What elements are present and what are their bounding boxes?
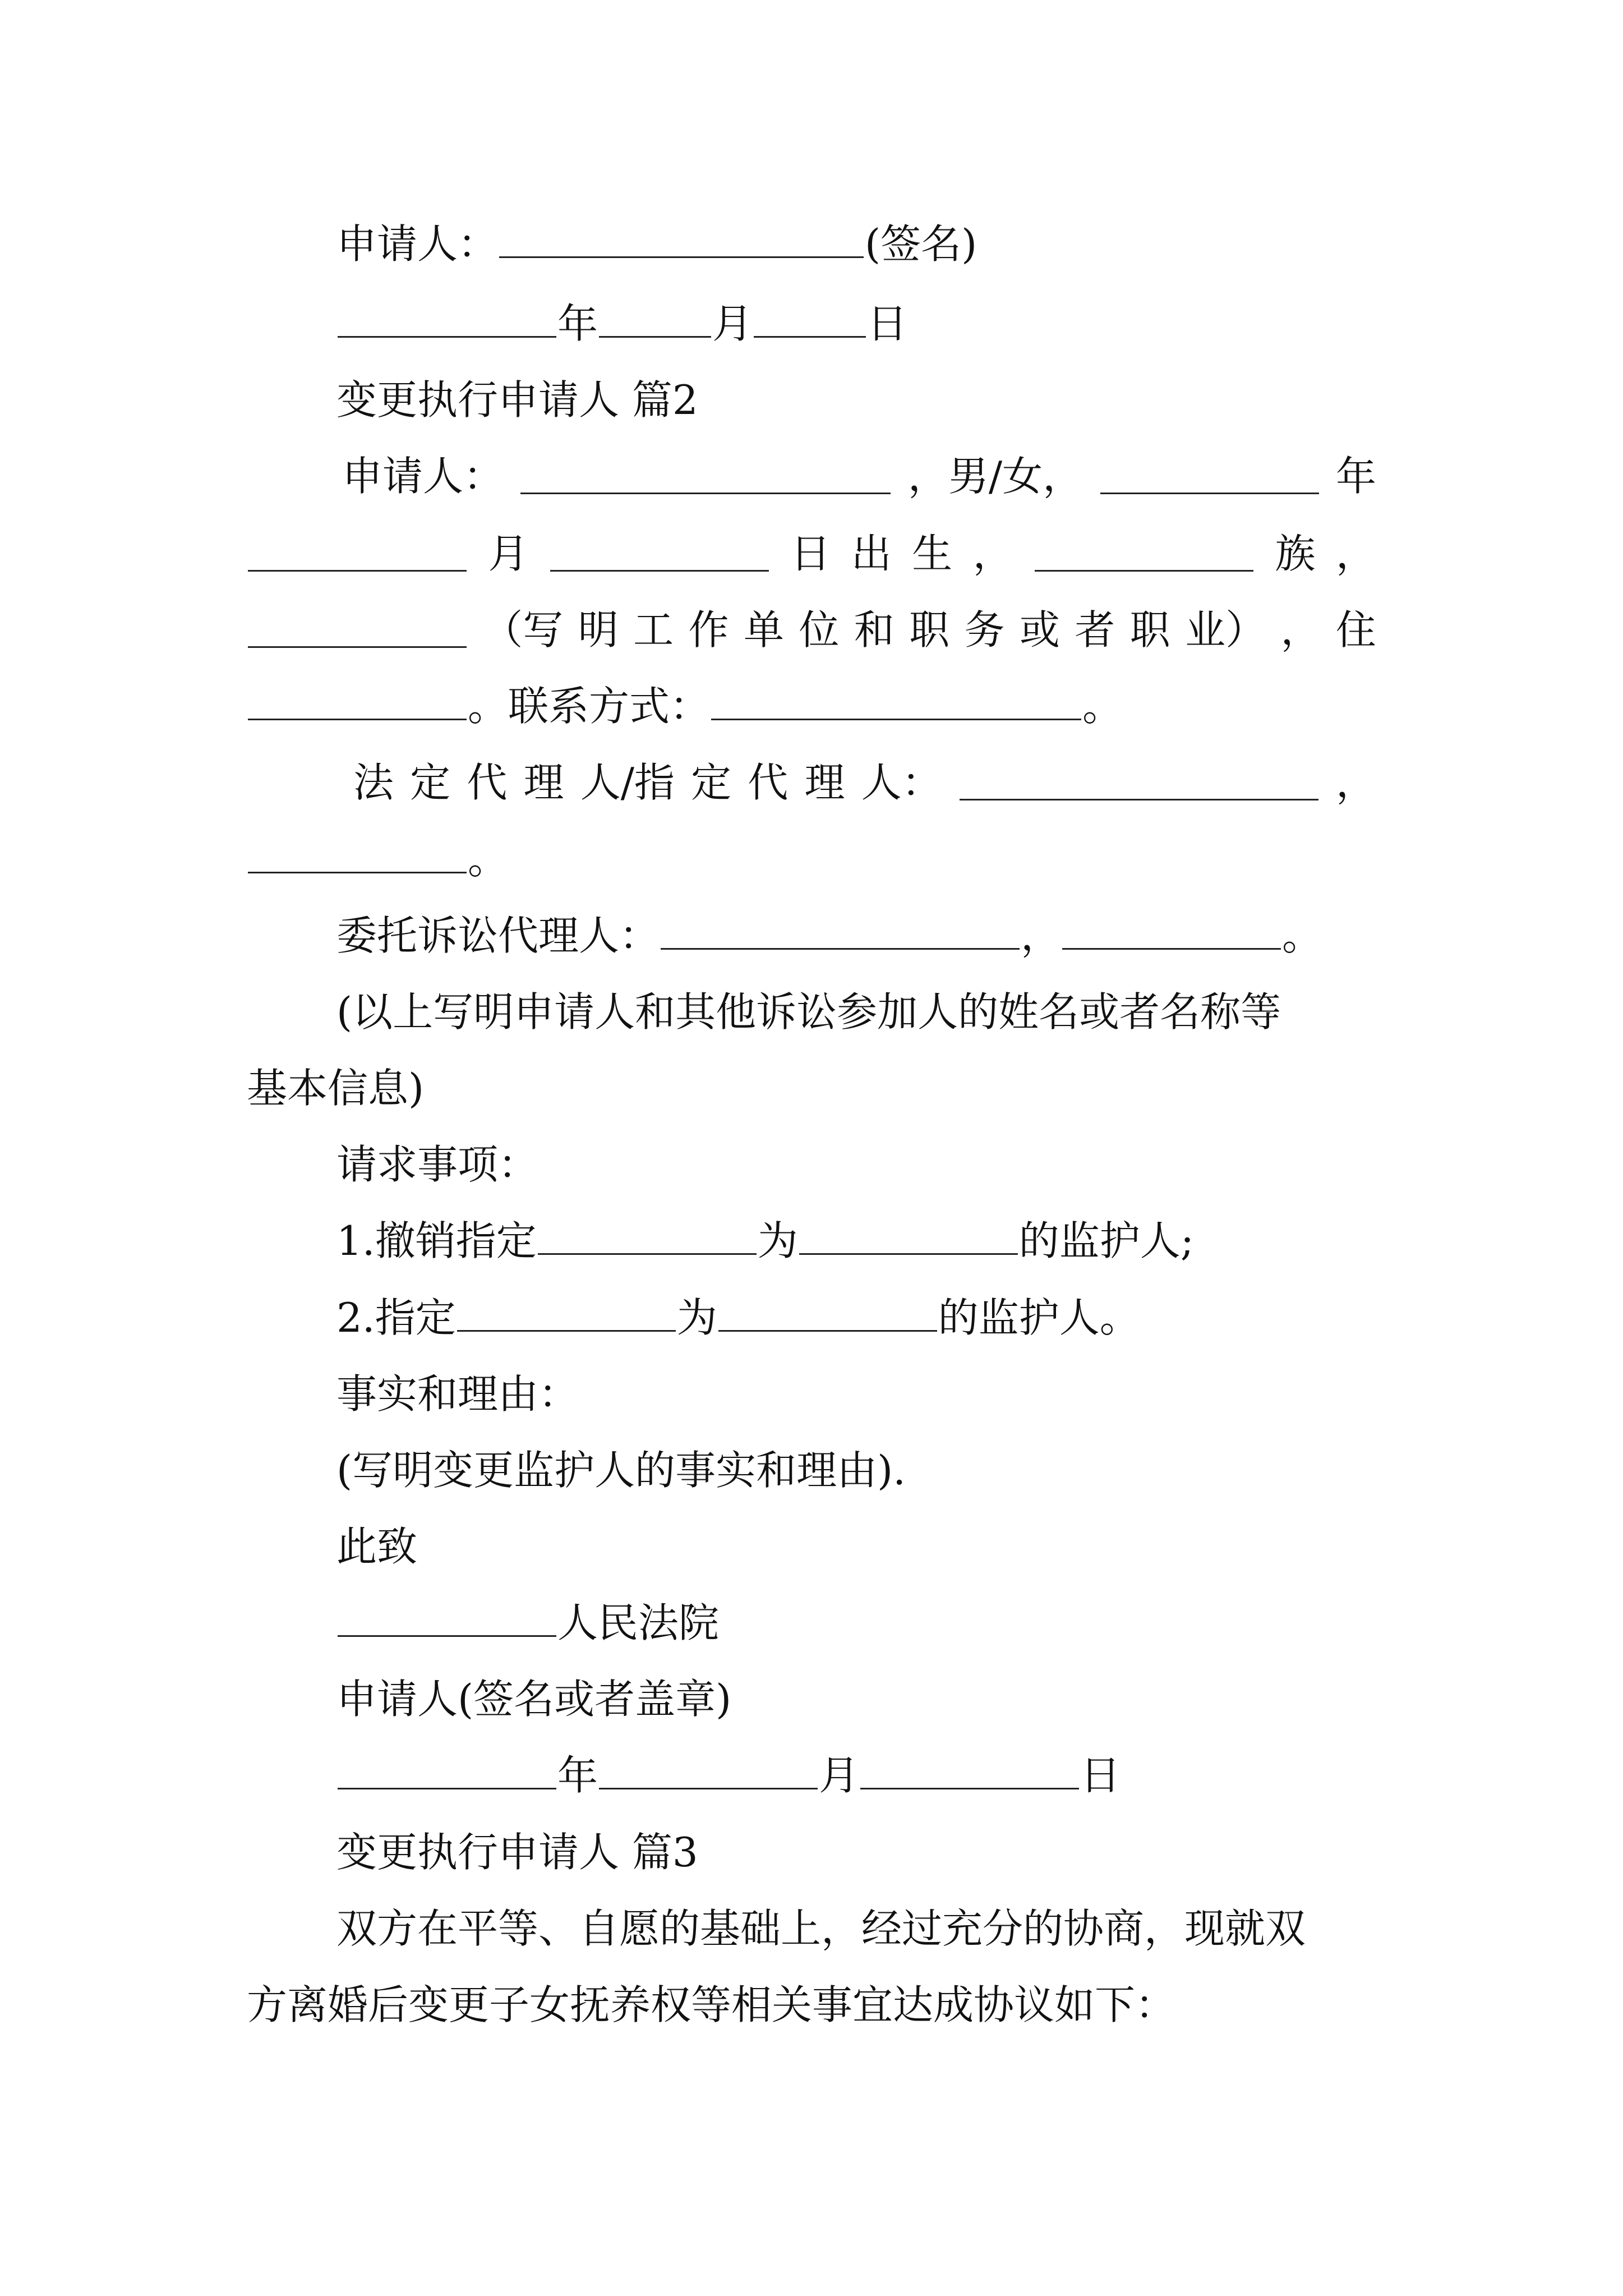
text-char: 出 [851,530,892,577]
text-char: 和 [854,606,895,654]
year-blank [338,302,556,338]
birth-month-blank [248,536,467,572]
text-segment: 的监护人; [1018,1217,1194,1264]
text-char: 位 [799,606,840,654]
text-segment: 为 [757,1217,798,1264]
text-char: 。 [1082,683,1123,730]
applicant-label: 申请人： [342,453,504,500]
text-char: 务 [964,606,1005,654]
birth-year-blank [1100,459,1319,494]
requests-heading: 请求事项： [336,1141,539,1188]
year-label: 年 [557,300,598,347]
text-char: 定 [410,759,451,806]
year-label: 年 [557,1752,598,1799]
section-2-title: 变更执行申请人 篇2 [336,376,698,424]
agreement-paragraph: 双方在平等、自愿的基础上，经过充分的协商，现就双 [336,1905,1306,1952]
signature-blank [499,223,864,258]
birth-day-blank [550,536,769,572]
text-char: 明 [578,606,619,654]
month-blank [599,1754,818,1789]
salutation: 此致 [336,1523,418,1570]
month-label: 月 [712,300,753,347]
text-char: ， [972,530,1013,577]
litigation-agent-line [336,908,1376,964]
text-char: 理 [523,759,564,806]
month-blank [599,302,711,338]
text-char: 代 [467,759,508,806]
contact-line [247,678,1376,734]
legal-agent-blank [960,765,1318,800]
text-char: 。 [1282,912,1323,959]
date-line-2 [336,1747,1376,1803]
birth-line [247,526,1376,582]
request-1-blank-b [799,1220,1018,1255]
text-char: 法 [353,759,394,806]
sign-note: (签名) [865,220,978,268]
text-char: ， [1335,759,1376,806]
applicant-info-line [342,448,1376,504]
court-line [336,1595,1376,1651]
litigation-agent-blank [661,914,1020,950]
note-line-2: 基本信息) [247,1065,425,1112]
litigation-agent-label: 委托诉讼代理人： [336,912,660,959]
facts-heading: 事实和理由： [336,1370,579,1418]
text-char: 业） [1185,606,1266,654]
month-label: 月 [488,530,529,577]
request-1-blank-a [538,1220,757,1255]
court-blank [338,1602,556,1637]
section-3-title: 变更执行申请人 篇3 [336,1829,698,1876]
address-blank [248,685,467,720]
text-char: 或 [1019,606,1060,654]
text-char: 工 [633,606,674,654]
contact-label: 。联系方式： [468,683,711,730]
request-2-blank-a [457,1296,676,1332]
legal-agent-line [353,754,1376,811]
month-label: 月 [819,1752,860,1799]
contact-blank [711,685,1081,720]
day-label: 日 [1080,1752,1121,1799]
employer-blank [248,613,467,648]
request-2-blank-b [718,1296,937,1332]
name-blank [520,459,891,494]
note-line: (以上写明申请人和其他诉讼参加人的姓名或者名称等 [336,988,1281,1036]
text-char: ， [1280,606,1321,654]
text-char: 。 [468,836,509,883]
legal-agent-blank-2 [248,838,467,873]
request-item-2 [336,1290,1376,1346]
year-label: 年 [1335,453,1376,500]
litigation-agent-blank-2 [1062,914,1281,950]
text-char: 理 [804,759,845,806]
text-char: ， [1021,912,1062,959]
date-line [336,296,1376,352]
court-label: 人民法院 [557,1599,720,1646]
agreement-paragraph-2: 方离婚后变更子女抚养权等相关事宜达成协议如下： [247,1981,1176,2028]
year-blank [338,1754,556,1789]
text-char: 人/指 [580,759,675,806]
gender-label: ，男/女， [907,453,1083,500]
day-blank [860,1754,1079,1789]
day-label: 日 [867,300,908,347]
text-char: 作 [688,606,729,654]
text-char: 代 [748,759,789,806]
applicant-signature-line: 申请人(签名或者盖章) [336,1676,732,1723]
day-blank [754,302,866,338]
text-char: 生 [912,530,953,577]
text-char: 职 [1129,606,1170,654]
facts-note: (写明变更监护人的事实和理由). [336,1447,906,1494]
signature-line [336,216,1376,272]
text-char: 职 [909,606,950,654]
request-item-1 [336,1213,1376,1269]
legal-agent-line-2 [247,831,1376,887]
text-char: 日 [790,530,831,577]
text-char: 住 [1335,606,1376,654]
text-char: 者 [1075,606,1115,654]
employment-line [247,602,1376,658]
text-char: 人： [861,759,942,806]
applicant-label: 申请人： [336,220,499,268]
text-char: ， [1335,530,1376,577]
text-char: 单 [743,606,784,654]
text-segment: 1.撤销指定 [336,1217,537,1264]
text-char: （写 [482,606,564,654]
text-segment: 的监护人。 [938,1294,1140,1341]
text-segment: 2.指定 [336,1294,456,1341]
ethnicity-label: 族 [1275,530,1316,577]
text-char: 定 [691,759,732,806]
text-segment: 为 [676,1294,717,1341]
ethnicity-blank [1035,536,1253,572]
